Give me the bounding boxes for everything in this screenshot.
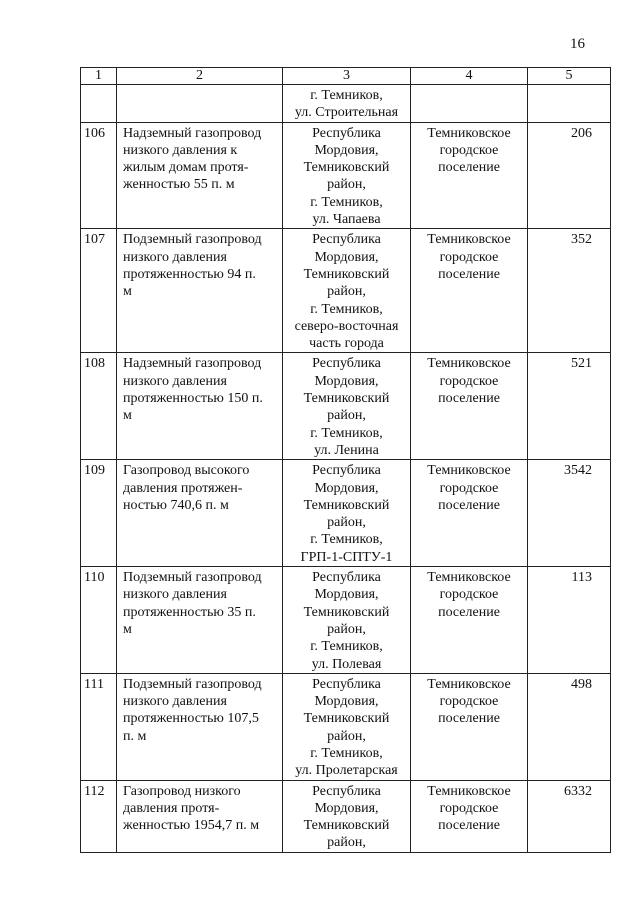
table-row bbox=[81, 122, 611, 229]
row-number-cell: 107 bbox=[81, 229, 117, 353]
table-row bbox=[81, 567, 611, 674]
cell-line: г. Темников, bbox=[310, 194, 383, 210]
cell-line: район, bbox=[327, 515, 366, 531]
cell-line: Мордовия, bbox=[314, 694, 379, 710]
cell-line: Мордовия, bbox=[314, 480, 379, 496]
cell-line: Темниковское bbox=[427, 783, 511, 799]
cell-line: район, bbox=[327, 728, 366, 744]
cell-line: Республика bbox=[312, 356, 381, 372]
cell-line: район, bbox=[327, 284, 366, 300]
cell-line: низкого давления к bbox=[123, 142, 238, 158]
cell-line: Мордовия, bbox=[314, 142, 379, 158]
object-name-cell bbox=[117, 567, 283, 674]
cell-line: район, bbox=[327, 177, 366, 193]
address-cell bbox=[283, 567, 411, 674]
value-cell: 206 bbox=[528, 122, 611, 229]
cell-line: Республика bbox=[312, 783, 381, 799]
cell-line: Темниковский bbox=[303, 266, 390, 282]
address-cell bbox=[283, 460, 411, 567]
cell-line: г. Темников, bbox=[310, 745, 383, 761]
owner-cell bbox=[411, 353, 528, 460]
cell-line: район, bbox=[327, 621, 366, 637]
cell-line: Темниковское bbox=[427, 570, 511, 586]
cell-line: поселение bbox=[438, 711, 500, 727]
value-cell: 521 bbox=[528, 353, 611, 460]
cell-line: Темниковский bbox=[303, 818, 390, 834]
cell-line: Надземный газопровод bbox=[123, 125, 262, 141]
row-number-cell bbox=[81, 85, 117, 123]
object-name-cell bbox=[117, 229, 283, 353]
table-row bbox=[81, 780, 611, 852]
cell-line: городское bbox=[439, 694, 499, 710]
object-name-cell bbox=[117, 780, 283, 852]
cell-line: м bbox=[123, 408, 132, 424]
cell-line: Подземный газопровод bbox=[123, 232, 262, 248]
cell-line: жилым домам протя- bbox=[123, 160, 249, 176]
cell-line: Темниковское bbox=[427, 125, 511, 141]
owner-cell bbox=[411, 229, 528, 353]
cell-line: г. Темников, bbox=[310, 301, 383, 317]
cell-line: северо-восточная bbox=[294, 318, 399, 334]
cell-line: г. Темников, bbox=[310, 639, 383, 655]
page-number: 16 bbox=[570, 36, 585, 52]
cell-line: городское bbox=[439, 249, 499, 265]
cell-line: г. Темников, bbox=[310, 532, 383, 548]
table-row bbox=[81, 353, 611, 460]
cell-line: Темниковский bbox=[303, 160, 390, 176]
cell-line: Темниковское bbox=[427, 463, 511, 479]
address-cell bbox=[283, 122, 411, 229]
row-number-cell: 112 bbox=[81, 780, 117, 852]
table-row bbox=[81, 673, 611, 780]
cell-line: протяженностью 35 п. bbox=[123, 604, 256, 620]
cell-line: г. Темников, bbox=[310, 425, 383, 441]
cell-line: Темниковский bbox=[303, 604, 390, 620]
cell-line: ностью 740,6 п. м bbox=[123, 497, 229, 513]
cell-line: район, bbox=[327, 408, 366, 424]
value-cell: 352 bbox=[528, 229, 611, 353]
value-cell: 498 bbox=[528, 673, 611, 780]
cell-line: низкого давления bbox=[123, 373, 227, 389]
owner-cell bbox=[411, 567, 528, 674]
cell-line: низкого давления bbox=[123, 249, 227, 265]
cell-line: Темниковское bbox=[427, 356, 511, 372]
row-number-cell: 110 bbox=[81, 567, 117, 674]
cell-line: давления протя- bbox=[123, 800, 220, 816]
cell-line: Подземный газопровод bbox=[123, 570, 262, 586]
cell-line: поселение bbox=[438, 604, 500, 620]
cell-line: Мордовия, bbox=[314, 373, 379, 389]
cell-line: поселение bbox=[438, 818, 500, 834]
cell-line: ул. Строительная bbox=[294, 105, 399, 121]
cell-line: городское bbox=[439, 800, 499, 816]
cell-line: ул. Чапаева bbox=[312, 212, 381, 228]
table-row bbox=[81, 85, 611, 123]
cell-line: женностью 1954,7 п. м bbox=[123, 818, 260, 834]
address-cell bbox=[283, 229, 411, 353]
address-cell bbox=[283, 780, 411, 852]
cell-line: Газопровод высокого bbox=[123, 463, 250, 479]
cell-line: Темниковский bbox=[303, 711, 390, 727]
value-cell: 3542 bbox=[528, 460, 611, 567]
row-number-cell: 106 bbox=[81, 122, 117, 229]
column-header: 4 bbox=[411, 68, 528, 85]
cell-line: Мордовия, bbox=[314, 587, 379, 603]
object-name-cell bbox=[117, 673, 283, 780]
cell-line: Мордовия, bbox=[314, 249, 379, 265]
cell-line: Темниковское bbox=[427, 232, 511, 248]
cell-line: низкого давления bbox=[123, 694, 227, 710]
cell-line: п. м bbox=[123, 728, 147, 744]
table-row bbox=[81, 229, 611, 353]
cell-line: поселение bbox=[438, 266, 500, 282]
cell-line: м bbox=[123, 284, 132, 300]
cell-line: протяженностью 107,5 bbox=[123, 711, 259, 727]
object-name-cell bbox=[117, 85, 283, 123]
cell-line: Темниковское bbox=[427, 676, 511, 692]
cell-line: городское bbox=[439, 480, 499, 496]
owner-cell bbox=[411, 673, 528, 780]
value-cell bbox=[528, 85, 611, 123]
column-header: 3 bbox=[283, 68, 411, 85]
cell-line: м bbox=[123, 621, 132, 637]
cell-line: городское bbox=[439, 142, 499, 158]
owner-cell bbox=[411, 460, 528, 567]
cell-line: давления протяжен- bbox=[123, 480, 243, 496]
cell-line: Подземный газопровод bbox=[123, 676, 262, 692]
cell-line: Республика bbox=[312, 463, 381, 479]
table-header-row bbox=[81, 68, 611, 85]
address-cell bbox=[283, 353, 411, 460]
cell-line: Надземный газопровод bbox=[123, 356, 262, 372]
cell-line: низкого давления bbox=[123, 587, 227, 603]
row-number-cell: 108 bbox=[81, 353, 117, 460]
cell-line: Мордовия, bbox=[314, 800, 379, 816]
object-name-cell bbox=[117, 122, 283, 229]
row-number-cell: 111 bbox=[81, 673, 117, 780]
table-row bbox=[81, 460, 611, 567]
cell-line: городское bbox=[439, 587, 499, 603]
owner-cell bbox=[411, 780, 528, 852]
cell-line: ул. Ленина bbox=[314, 442, 379, 458]
cell-line: Республика bbox=[312, 232, 381, 248]
cell-line: Темниковский bbox=[303, 497, 390, 513]
column-header: 1 bbox=[81, 68, 117, 85]
cell-line: поселение bbox=[438, 497, 500, 513]
cell-line: протяженностью 94 п. bbox=[123, 266, 256, 282]
cell-line: Газопровод низкого bbox=[123, 783, 241, 799]
cell-line: Республика bbox=[312, 125, 381, 141]
cell-line: протяженностью 150 п. bbox=[123, 391, 263, 407]
value-cell: 6332 bbox=[528, 780, 611, 852]
property-table bbox=[80, 67, 611, 853]
cell-line: район, bbox=[327, 835, 366, 851]
object-name-cell bbox=[117, 353, 283, 460]
address-cell bbox=[283, 85, 411, 123]
cell-line: поселение bbox=[438, 391, 500, 407]
column-header: 5 bbox=[528, 68, 611, 85]
cell-line: Республика bbox=[312, 676, 381, 692]
owner-cell bbox=[411, 122, 528, 229]
address-cell bbox=[283, 673, 411, 780]
object-name-cell bbox=[117, 460, 283, 567]
owner-cell bbox=[411, 85, 528, 123]
column-header: 2 bbox=[117, 68, 283, 85]
value-cell: 113 bbox=[528, 567, 611, 674]
cell-line: Республика bbox=[312, 570, 381, 586]
cell-line: женностью 55 п. м bbox=[123, 177, 235, 193]
cell-line: г. Темников, bbox=[310, 88, 383, 103]
cell-line: ГРП-1-СПТУ-1 bbox=[300, 549, 393, 565]
cell-line: Темниковский bbox=[303, 391, 390, 407]
cell-line: поселение bbox=[438, 160, 500, 176]
cell-line: городское bbox=[439, 373, 499, 389]
row-number-cell: 109 bbox=[81, 460, 117, 567]
cell-line: ул. Полевая bbox=[311, 656, 382, 672]
cell-line: ул. Пролетарская bbox=[295, 763, 398, 779]
cell-line: часть города bbox=[309, 336, 384, 352]
